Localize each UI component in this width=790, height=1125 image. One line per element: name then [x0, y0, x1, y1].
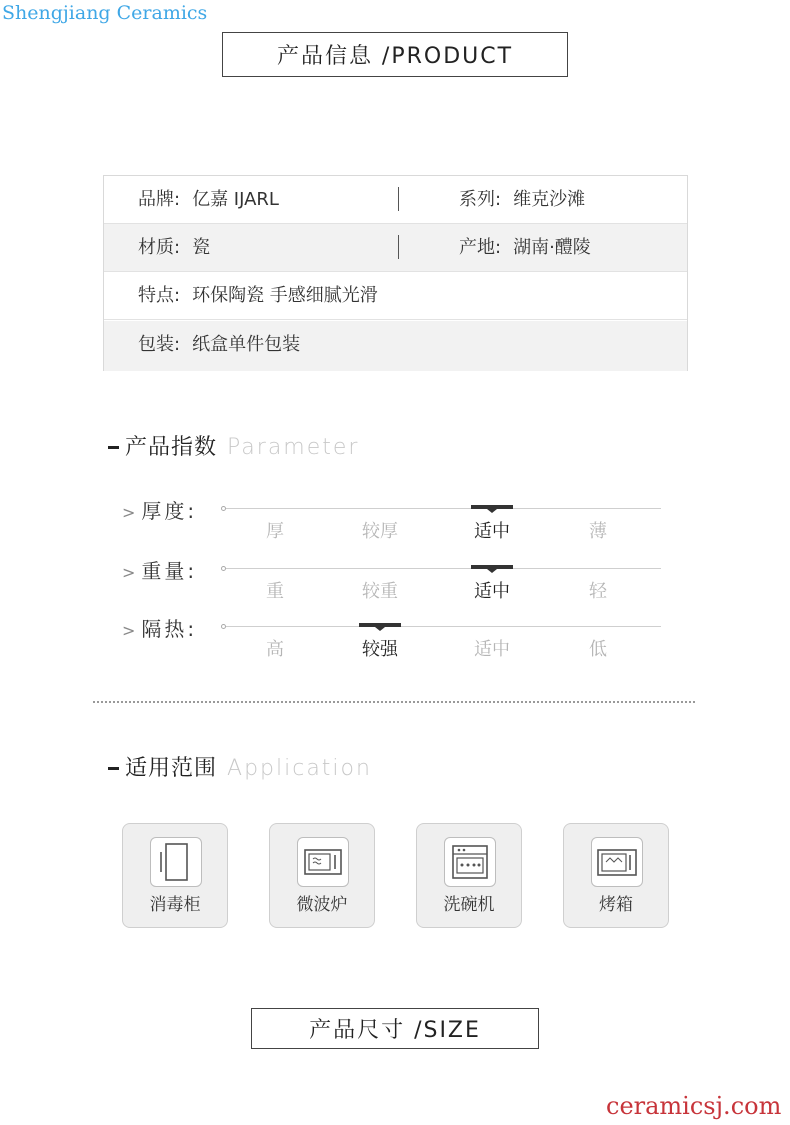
parameter-heading-en: Parameter [227, 435, 360, 460]
parameter-option: 适中 [474, 639, 510, 660]
parameter-label-text: 隔热: [141, 617, 198, 641]
origin-label: 产地: [459, 237, 502, 258]
parameter-track [226, 508, 661, 509]
material-label: 材质: [138, 237, 181, 258]
application-microwave [269, 823, 375, 928]
parameter-option: 较厚 [362, 521, 398, 542]
packaging-label: 包装: [138, 334, 181, 355]
marker-tip [375, 627, 385, 631]
parameter-track [226, 568, 661, 569]
parameter-option: 薄 [589, 521, 607, 542]
parameter-label [122, 555, 197, 584]
heading-dash [108, 767, 119, 770]
parameter-option: 较强 [362, 639, 398, 660]
parameter-label [122, 613, 197, 642]
marker-tip [487, 509, 497, 513]
application-label: 洗碗机 [443, 895, 495, 915]
dotted-divider [93, 701, 695, 703]
origin-value: 湖南·醴陵 [513, 237, 591, 258]
microwave-icon [297, 837, 349, 887]
heading-dash [108, 446, 119, 449]
parameter-label-text: 厚度: [141, 499, 198, 523]
oven-icon [591, 837, 643, 887]
info-row-material [104, 224, 687, 272]
application-dishwasher [416, 823, 522, 928]
parameter-label-text: 重量: [141, 559, 198, 583]
chevron-right-icon: > [122, 621, 136, 640]
parameter-option: 轻 [589, 581, 607, 602]
row-divider [398, 235, 399, 259]
info-row-brand [104, 176, 687, 224]
parameter-option: 适中 [474, 581, 510, 602]
application-label: 烤箱 [599, 895, 633, 915]
parameter-option: 高 [266, 639, 284, 660]
feature-value: 环保陶瓷 手感细腻光滑 [192, 285, 378, 306]
info-row-feature [104, 272, 687, 320]
parameter-track [226, 626, 661, 627]
application-label: 消毒柜 [149, 895, 201, 915]
chevron-right-icon: > [122, 563, 136, 582]
application-heading-en: Application [227, 756, 372, 781]
application-disinfection-cabinet [122, 823, 228, 928]
watermark-top: Shengjiang Ceramics [2, 2, 208, 24]
brand-label: 品牌: [138, 189, 181, 210]
feature-label: 特点: [138, 285, 181, 306]
application-label: 微波炉 [296, 895, 348, 915]
parameter-label [122, 495, 197, 524]
application-oven [563, 823, 669, 928]
parameter-option: 重 [266, 581, 284, 602]
product-info-title: 产品信息 /PRODUCT [222, 32, 568, 77]
watermark-bottom: ceramicsj.com [606, 1092, 782, 1120]
row-divider [398, 187, 399, 211]
parameter-heading-cn: 产品指数 [125, 435, 218, 460]
marker-tip [487, 569, 497, 573]
packaging-value: 纸盒单件包装 [192, 334, 301, 355]
application-section-heading [108, 751, 372, 782]
material-value: 瓷 [192, 237, 211, 258]
product-size-title: 产品尺寸 /SIZE [251, 1008, 539, 1049]
brand-value: 亿嘉 IJARL [192, 189, 279, 210]
parameter-section-heading [108, 430, 359, 461]
dishwasher-icon [444, 837, 496, 887]
info-row-packaging [104, 321, 687, 371]
product-info-table [103, 175, 688, 371]
parameter-option: 厚 [266, 521, 284, 542]
series-value: 维克沙滩 [513, 189, 586, 210]
parameter-option: 较重 [362, 581, 398, 602]
parameter-option: 适中 [474, 521, 510, 542]
application-heading-cn: 适用范围 [125, 756, 218, 781]
parameter-option: 低 [589, 639, 607, 660]
disinfection-cabinet-icon [150, 837, 202, 887]
chevron-right-icon: > [122, 503, 136, 522]
series-label: 系列: [459, 189, 502, 210]
